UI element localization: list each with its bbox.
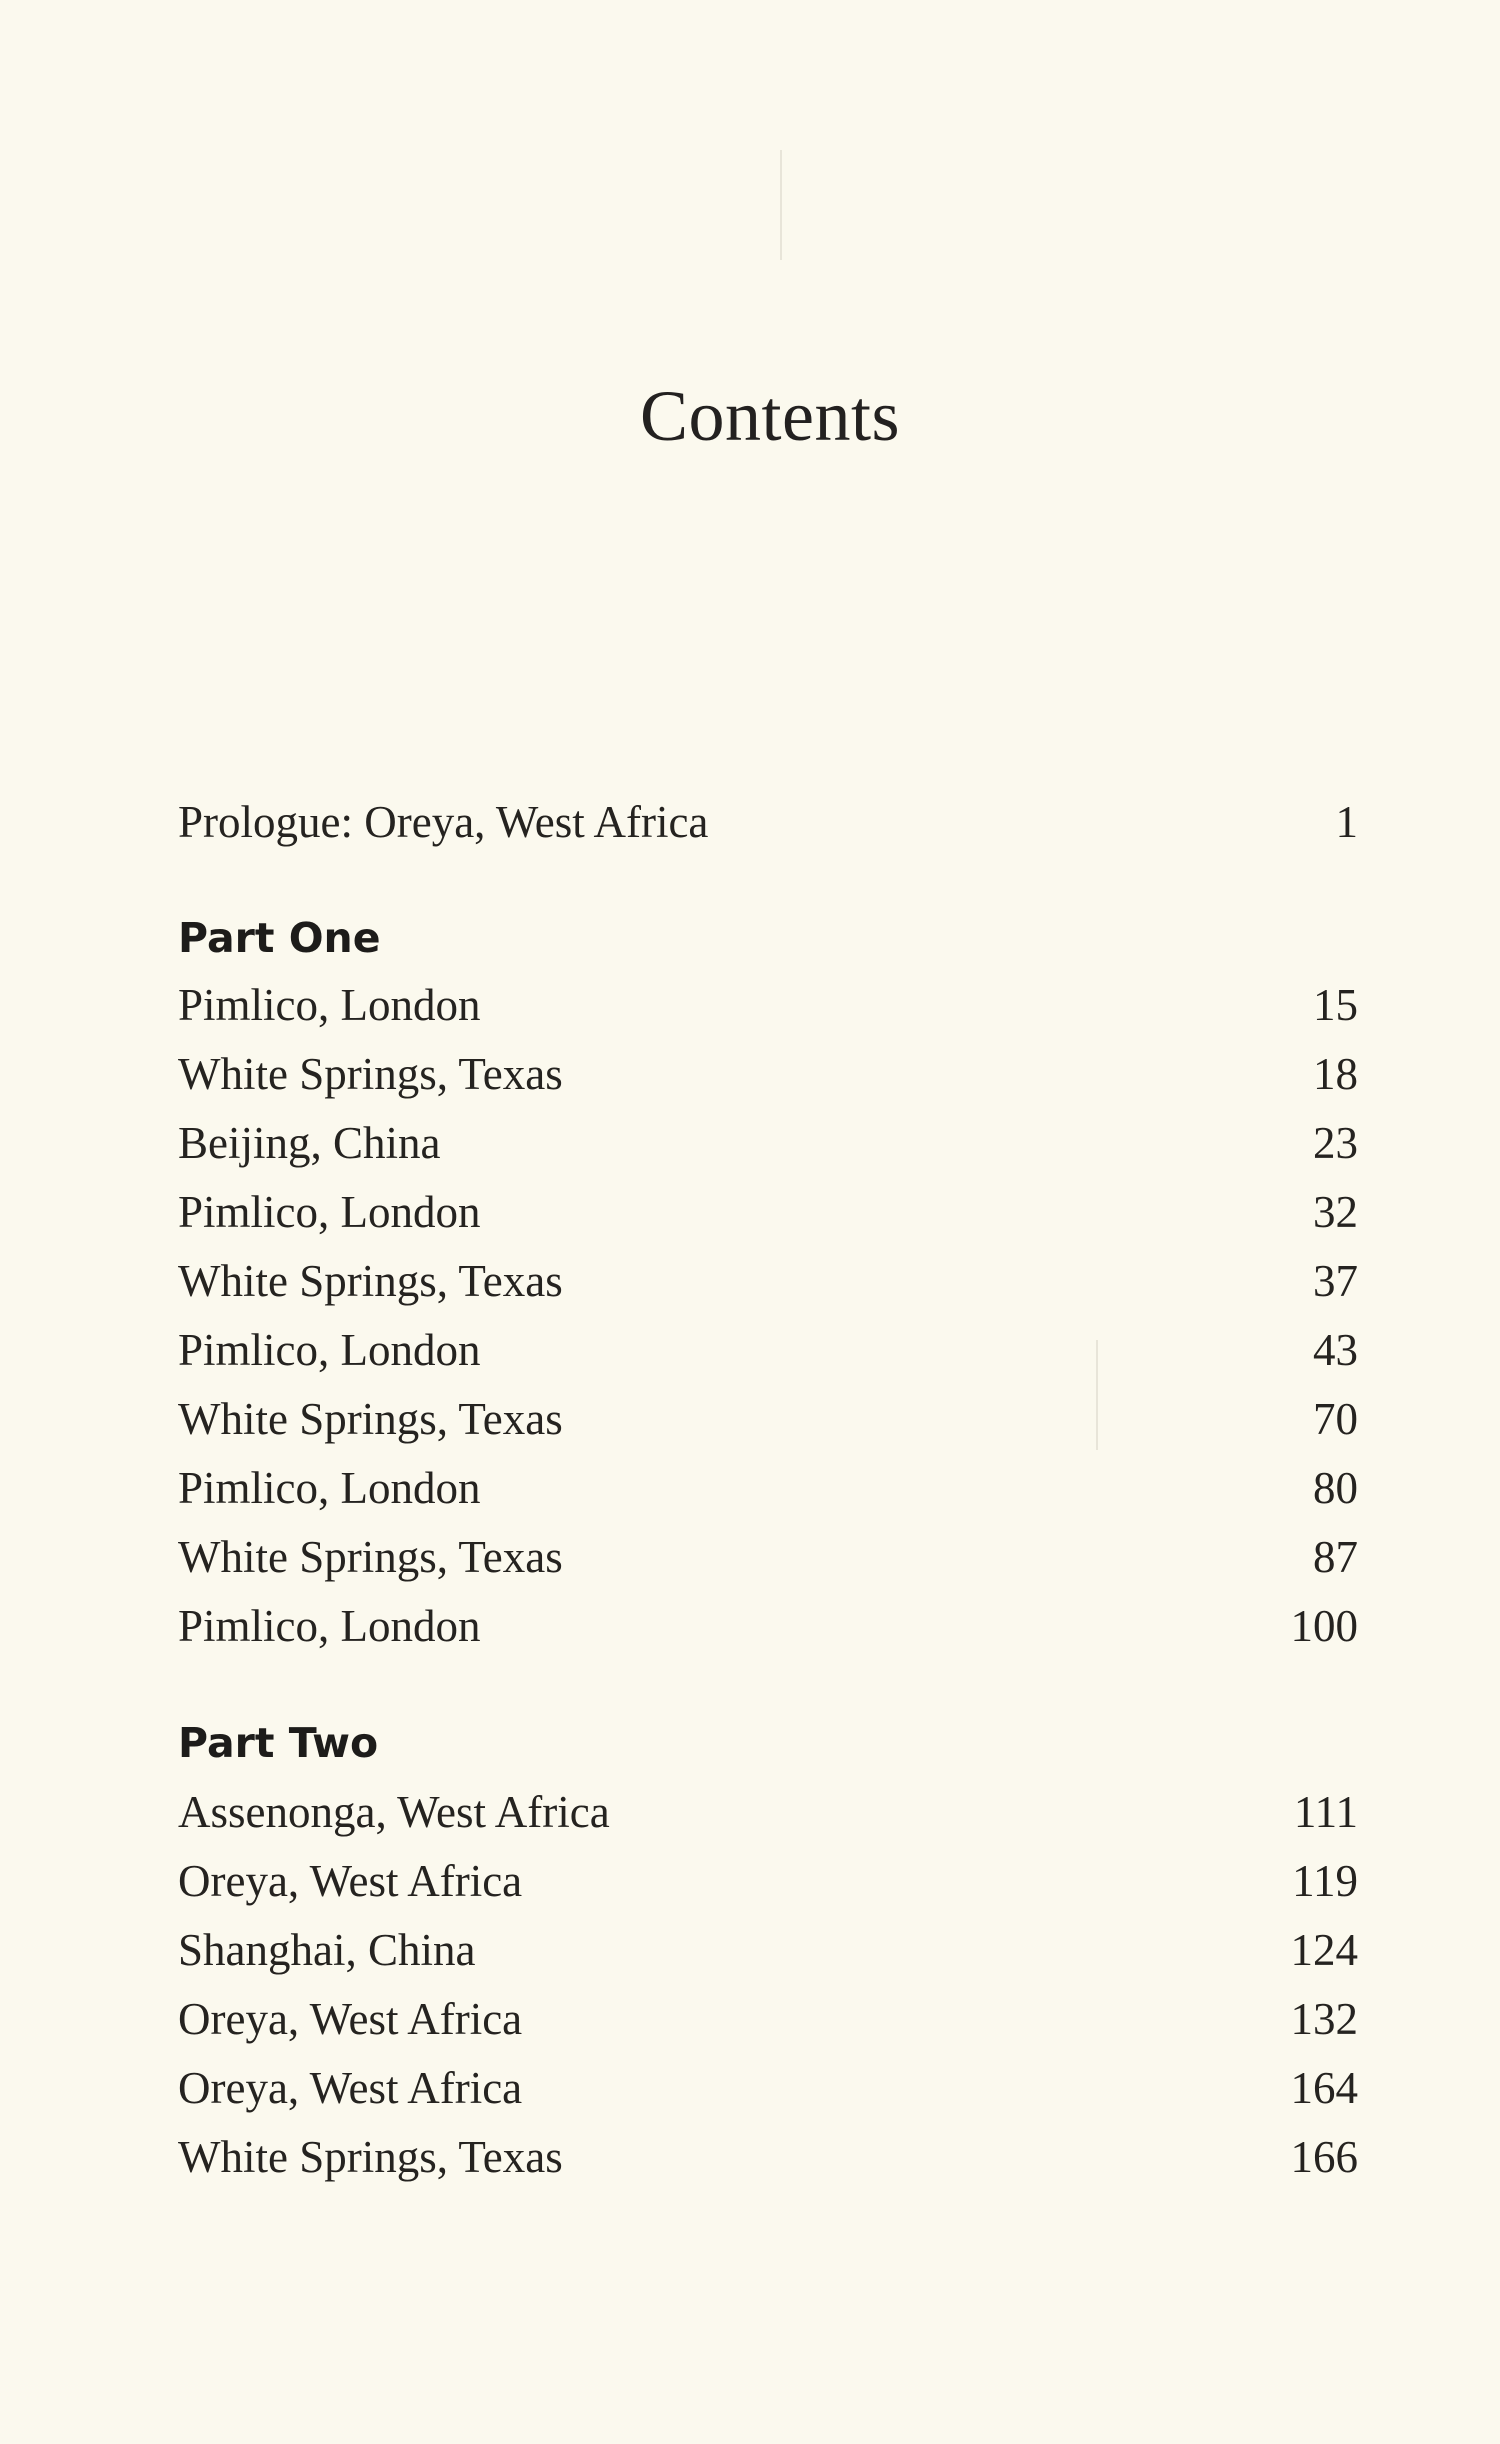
toc-entry bbox=[178, 1596, 1358, 1656]
toc-entry-label: Oreya, West Africa bbox=[178, 1994, 523, 2044]
toc-entry-page: 111 bbox=[1293, 1787, 1358, 1837]
toc-entry-label: Pimlico, London bbox=[178, 1325, 481, 1375]
toc-entry-page: 15 bbox=[1313, 980, 1358, 1030]
toc-entry-label: Pimlico, London bbox=[178, 1463, 481, 1513]
toc-entry-page: 18 bbox=[1313, 1049, 1358, 1099]
toc-entry bbox=[178, 1389, 1358, 1449]
toc-entry-page: 70 bbox=[1313, 1394, 1358, 1444]
toc-entry-page: 37 bbox=[1313, 1256, 1358, 1306]
toc-entry bbox=[178, 1113, 1358, 1173]
part-heading: Part Two bbox=[178, 1719, 379, 1767]
paper-mark bbox=[780, 150, 782, 260]
toc-entry-page: 87 bbox=[1313, 1532, 1358, 1582]
toc-entry-label: White Springs, Texas bbox=[178, 1394, 563, 1444]
toc-entry bbox=[178, 975, 1358, 1035]
page-title: Contents bbox=[639, 376, 900, 456]
toc-entry-label: Shanghai, China bbox=[178, 1925, 476, 1975]
toc-entry-page: 100 bbox=[1290, 1601, 1358, 1651]
toc-entry-page: 43 bbox=[1313, 1325, 1358, 1375]
toc-entry-page: 119 bbox=[1292, 1856, 1358, 1906]
toc-entry-page: 80 bbox=[1313, 1463, 1358, 1513]
toc-entry bbox=[178, 1251, 1358, 1311]
toc-entry bbox=[178, 1182, 1358, 1242]
toc-entry-label: Beijing, China bbox=[178, 1118, 441, 1168]
toc-entry-page: 1 bbox=[1335, 797, 1358, 847]
toc-entry bbox=[178, 1320, 1358, 1380]
part-heading: Part One bbox=[178, 914, 381, 962]
toc-entry-label: Assenonga, West Africa bbox=[178, 1787, 610, 1837]
toc-entry bbox=[178, 2127, 1358, 2187]
toc-entry bbox=[178, 1989, 1358, 2049]
toc-entry-page: 124 bbox=[1290, 1925, 1358, 1975]
toc-entry-page: 166 bbox=[1290, 2132, 1358, 2182]
toc-entry-label: White Springs, Texas bbox=[178, 1532, 563, 1582]
toc-entry-page: 132 bbox=[1290, 1994, 1358, 2044]
toc-entry bbox=[178, 1044, 1358, 1104]
toc-entry-label: Pimlico, London bbox=[178, 1187, 481, 1237]
toc-entry-page: 164 bbox=[1290, 2063, 1358, 2113]
toc-entry-label: Pimlico, London bbox=[178, 980, 481, 1030]
toc-entry-page: 32 bbox=[1313, 1187, 1358, 1237]
toc-entry bbox=[178, 2058, 1358, 2118]
toc-entry-label: White Springs, Texas bbox=[178, 1049, 563, 1099]
toc-entry-label: White Springs, Texas bbox=[178, 2132, 563, 2182]
toc-entry-label: Prologue: Oreya, West Africa bbox=[178, 797, 709, 847]
toc-entry bbox=[178, 1458, 1358, 1518]
toc-entry bbox=[178, 1527, 1358, 1587]
toc-entry-prologue bbox=[178, 792, 1358, 852]
toc-entry-label: Pimlico, London bbox=[178, 1601, 481, 1651]
toc-entry-label: Oreya, West Africa bbox=[178, 2063, 523, 2113]
toc-entry-label: Oreya, West Africa bbox=[178, 1856, 523, 1906]
toc-entry-page: 23 bbox=[1313, 1118, 1358, 1168]
toc-entry-label: White Springs, Texas bbox=[178, 1256, 563, 1306]
toc-entry bbox=[178, 1782, 1358, 1842]
toc-entry bbox=[178, 1851, 1358, 1911]
toc-entry bbox=[178, 1920, 1358, 1980]
